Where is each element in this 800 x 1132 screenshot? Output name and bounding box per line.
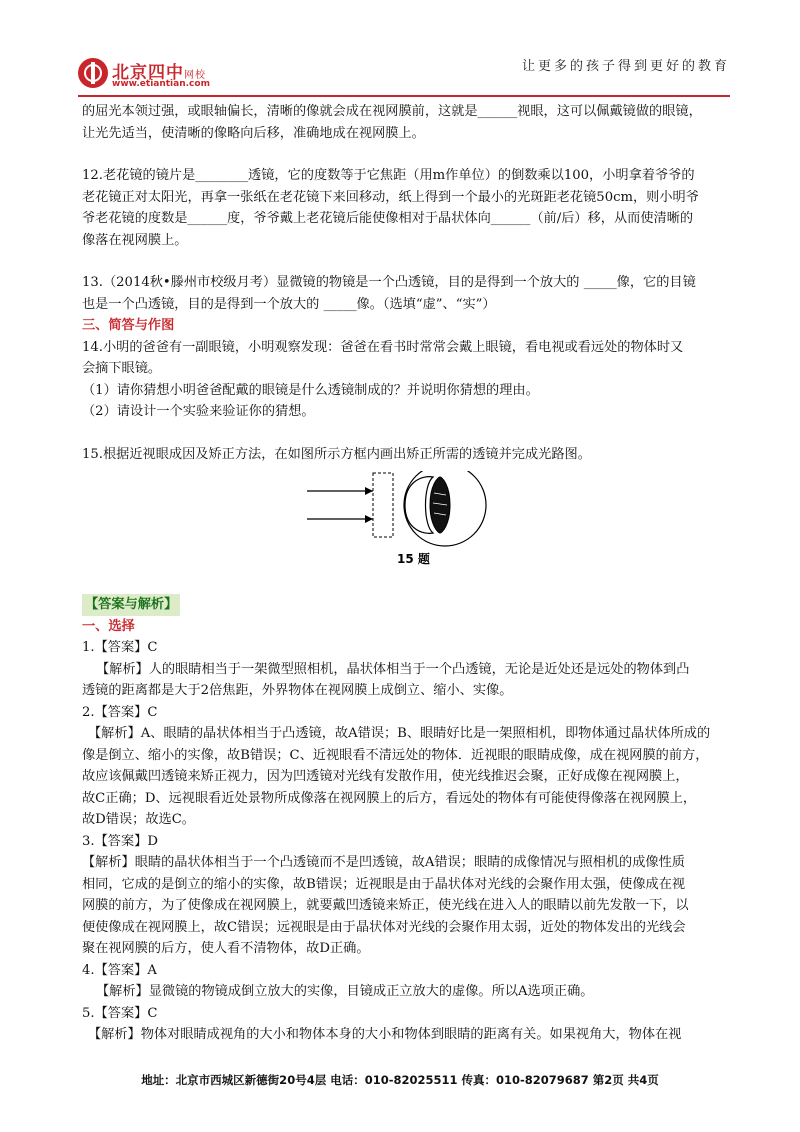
answer-line: 【解析】A、眼睛的晶状体相当于凸透镜，故A错误；B、眼睛好比是一架照相机，即物体通过晶状体所成的 (88, 726, 711, 741)
section-heading: 一、选择 (82, 618, 135, 634)
answer-line: 5.【答案】C (82, 1005, 158, 1021)
answer-line: 3.【答案】D (82, 833, 158, 849)
text-line: 老花镜正对太阳光，再拿一张纸在老花镜下来回移动，纸上得到一个最小的光斑距老花镜50cm，则小明爷 (82, 189, 699, 205)
answer-line: 透镜的距离都是大于2倍焦距，外界物体在视网膜上成倒立、缩小、实像。 (82, 683, 513, 698)
answer-line: 相同，它成的是倒立的缩小的实像，故B错误；近视眼是由于晶状体对光线的会聚作用太强，使像成在视 (82, 876, 686, 892)
text-line: （1）请你猜想小明爸爸配戴的眼镜是什么透镜制成的？并说明你猜想的理由。 (82, 382, 539, 398)
answer-line: 1.【答案】C (82, 640, 158, 655)
text-line: 会摘下眼镜。 (82, 361, 162, 376)
logo-seal-icon (78, 58, 108, 88)
text-line: 爷老花镜的度数是______度，爷爷戴上老花镜后能使像相对于晶状体向______（前/后）移，从而使清晰的 (82, 211, 694, 226)
answer-line: 故应该佩戴凹透镜来矫正视力，因为凹透镜对光线有发散作用，使光线推迟会聚，正好成像在视网膜上， (82, 769, 689, 784)
answer-line: 网膜的前方，为了使像成在视网膜上，就要戴凹透镜来矫正，使光线在进入人的眼睛以前先发散一下，以 (82, 898, 689, 913)
answer-line: 【解析】人的眼睛相当于一架微型照相机，晶状体相当于一个凸透镜，无论是近处还是远处的物体到凸 (96, 661, 690, 677)
question-12: 12.老花镜的镜片是________透镜，它的度数等于它焦距（用m作单位）的倒数乘以100，小明拿着爷爷的 (82, 168, 695, 183)
text-line: 也是一个凸透镜，目的是得到一个放大的 _____像。（选填“虚”、“实”） (82, 296, 496, 312)
answer-line: 【解析】物体对眼睛成视角的大小和物体本身的大小和物体到眼睛的距离有关。如果视角大，物体在视 (88, 1027, 682, 1042)
arrow-icon (365, 487, 373, 495)
question-13: 13.（2014秋•滕州市校级月考）显微镜的物镜是一个凸透镜，目的是得到一个放大的 _____像，它的目镜 (82, 275, 696, 290)
question-15: 15.根据近视眼成因及矫正方法，在如图所示方框内画出矫正所需的透镜并完成光路图。 (82, 446, 591, 462)
answer-line: 【解析】眼睛的晶状体相当于一个凸透镜而不是凹透镜，故A错误；眼睛的成像情况与照相机的成像性质 (82, 855, 685, 870)
logo-name: 北京四中网校 (112, 63, 206, 83)
page-content (82, 101, 722, 1046)
answers-heading: 【答案与解析】 (82, 594, 180, 616)
answer-line: 故C正确；D、远视眼看近处景物所成像落在视网膜上的后方，看远处的物体有可能使得像落在视网膜上， (82, 790, 697, 806)
header-slogan: 让更多的孩子得到更好的教育 (521, 59, 730, 74)
answer-line: 聚在视网膜的后方，使人看不清物体，故D正确。 (82, 941, 370, 956)
eye-diagram (305, 471, 490, 571)
question-14: 14.小明的爸爸有一副眼镜，小明观察发现：爸爸在看书时常常会戴上眼镜，看电视或看远处的物体时又 (82, 339, 684, 355)
text-line: 的屈光本领过强，或眼轴偏长，清晰的像就会成在视网膜前，这就是______视眼，这可以佩戴镜做的眼镜， (82, 104, 702, 119)
header-divider (78, 95, 730, 97)
lens-box (373, 473, 393, 537)
section-heading: 三、简答与作图 (82, 318, 175, 333)
text-line: 让光先适当，使清晰的像略向后移，准确地成在视网膜上。 (82, 125, 425, 141)
answer-line: 【解析】显微镜的物镜成倒立放大的实像，目镜成正立放大的虚像。所以A选项正确。 (96, 984, 594, 999)
arrow-icon (365, 515, 373, 523)
logo-url: www.etiantian.com (112, 79, 210, 89)
text-line: （2）请设计一个实验来验证你的猜想。 (82, 404, 315, 419)
school-logo (78, 58, 228, 94)
answer-line: 故D错误；故选C。 (82, 812, 195, 827)
answer-line: 像是倒立、缩小的实像，故B错误；C、近视眼看不清远处的物体．近视眼的眼睛成像，成在视网膜的前方， (82, 747, 709, 763)
answer-line: 2.【答案】C (82, 704, 158, 720)
figure-caption: 15 题 (397, 552, 430, 566)
page-footer: 地址：北京市西城区新德街20号4层 电话：010-82025511 传真：010-82079687 第2页 共4页 (141, 1073, 659, 1087)
answer-line: 4.【答案】A (82, 962, 157, 978)
answer-line: 便使像成在视网膜上，故C错误；远视眼是由于晶状体对光线的会聚作用太弱，近处的物体发出的光线会 (82, 919, 686, 935)
text-line: 像落在视网膜上。 (82, 232, 188, 248)
